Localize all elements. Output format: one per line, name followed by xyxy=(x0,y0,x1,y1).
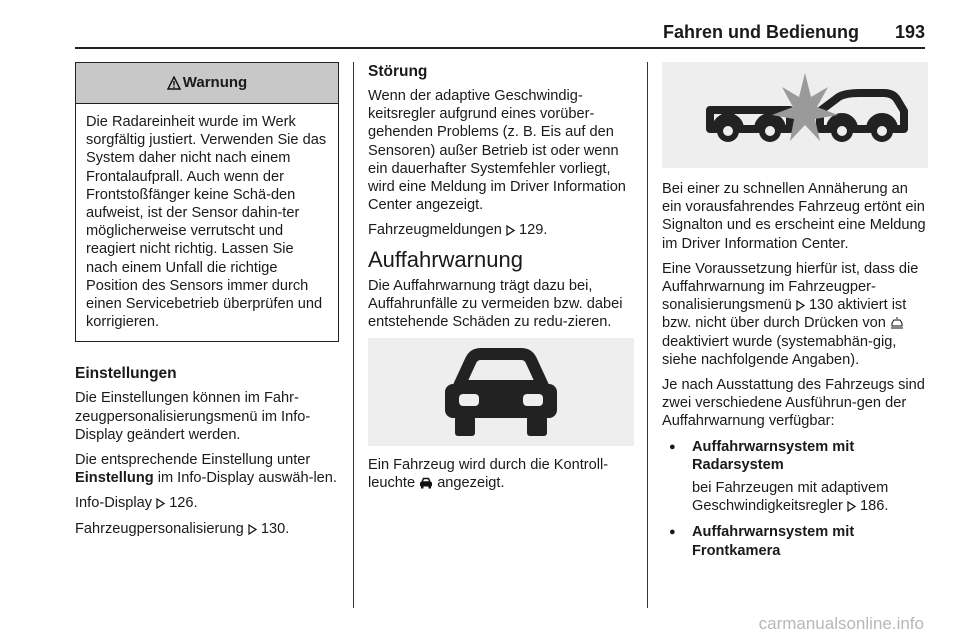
reference-page[interactable]: 186. xyxy=(860,498,889,515)
reference-label: Fahrzeugmeldungen xyxy=(368,222,502,239)
reference-personalisierung[interactable] xyxy=(75,520,339,538)
header-title: Fahren und Bedienung xyxy=(663,22,859,42)
list-item-title: ● Auffahrwarnsystem mit Radarsystem xyxy=(692,438,855,473)
reference-page: 129. xyxy=(519,222,548,239)
col3-p2-post: deaktiviert wurde (systemabhän-gig, siehe nachfolgende Angaben). xyxy=(662,333,897,368)
col3-p2-pre: Eine Voraussetzung hierfür ist, dass die Auffahrwarnung im Fahrzeugper-sonalisierungsmenü xyxy=(662,260,919,314)
reference-page: 130. xyxy=(260,520,290,537)
reference-page: 126. xyxy=(169,495,198,512)
warning-triangle-icon xyxy=(167,76,181,90)
variant-list xyxy=(662,438,928,560)
column-right xyxy=(662,62,928,568)
page-header xyxy=(75,0,925,48)
column-divider xyxy=(647,62,648,608)
watermark: carmanualsonline.info xyxy=(758,614,924,633)
list-item-desc-text: bei Fahrzeugen mit adaptivem Geschwindigkeitsregler xyxy=(692,480,889,515)
car-distance-button-icon xyxy=(890,317,904,329)
heading-auffahrwarnung: Auffahrwarnung xyxy=(368,246,523,272)
reference-label: Info-Display xyxy=(75,495,153,512)
arrow-triangle-icon xyxy=(796,300,805,311)
warning-text: Die Radareinheit wurde im Werk sorgfältig justiert. Verwenden Sie das System daher nicht nach einem Frontalaufprall. Auch wenn der Frontstoßfänger keine Schä-den aufweist, ist der Sensor dahin-ter möglicherweise verrutscht und reagiert nicht richtig. Lassen Sie nach einem Unfall die richtige Position des Sensors immer durch einen Servicebetrieb überprüfen und korrigieren. xyxy=(86,114,327,331)
col3-paragraph-2 xyxy=(662,260,928,369)
column-middle xyxy=(368,62,634,500)
heading-einstellungen: Einstellungen xyxy=(75,365,177,383)
kontrollleuchte-paragraph xyxy=(368,456,634,492)
einstellung-term: Einstellung xyxy=(75,470,154,487)
arrow-triangle-icon xyxy=(506,225,515,236)
heading-stoerung: Störung xyxy=(368,63,428,80)
col3-p2-mid: aktiviert ist bzw. nicht über durch Drücken von xyxy=(662,297,907,332)
list-item-title: ● Auffahrwarnsystem mit Frontkamera xyxy=(692,524,855,559)
stoerung-paragraph: Wenn der adaptive Geschwindig-keitsregler aufgrund eines vorüber-gehenden Problems (z. B. Eis auf den Sensoren) außer Betrieb ist oder wenn ein dauerhafter Systemfehler vorliegt, wird eine Meldung im Driver Information Center angezeigt. xyxy=(368,88,626,214)
collision-illustration xyxy=(662,62,928,168)
header-rule xyxy=(75,47,925,49)
einstellungen-p2-post: im Info-Display auswäh-len. xyxy=(157,470,337,487)
list-item-desc xyxy=(692,479,928,515)
car-front-icon xyxy=(419,477,433,489)
collision-icon xyxy=(670,65,920,165)
col3-p2-page[interactable]: 130 xyxy=(808,297,834,314)
kontroll-p-post: angezeigt. xyxy=(437,475,505,492)
page-number: 193 xyxy=(894,22,925,42)
list-item xyxy=(662,523,928,559)
einstellungen-paragraph-2 xyxy=(75,451,339,487)
list-item xyxy=(662,438,928,516)
reference-info-display[interactable] xyxy=(75,494,339,512)
col3-paragraph-3: Je nach Ausstattung des Fahrzeugs sind zwei verschiedene Ausführun-gen der Auffahrwarnung verfügbar: xyxy=(662,377,925,430)
einstellungen-paragraph-1: Die Einstellungen können im Fahr-zeugpersonalisierungsmenü im Info-Display geändert werden. xyxy=(75,390,311,443)
reference-fahrzeugmeldungen[interactable] xyxy=(368,221,634,239)
car-illustration xyxy=(368,338,634,446)
warning-header xyxy=(76,63,338,104)
arrow-triangle-icon xyxy=(847,501,856,512)
auffahrwarnung-paragraph: Die Auffahrwarnung trägt dazu bei, Auffahrunfälle zu vermeiden bzw. dabei entstehende Schäden zu redu-zieren. xyxy=(368,277,623,331)
warning-title: Warnung xyxy=(182,73,248,91)
warning-box xyxy=(75,62,339,342)
column-left xyxy=(75,62,339,545)
reference-label: Fahrzeugpersonalisierung xyxy=(75,520,244,537)
kontroll-p-pre: Ein Fahrzeug wird durch die Kontroll-leuchte xyxy=(368,457,609,492)
einstellungen-p2-pre: Die entsprechende Einstellung unter xyxy=(75,452,311,469)
arrow-triangle-icon xyxy=(156,498,165,509)
car-front-icon xyxy=(437,346,565,438)
arrow-triangle-icon xyxy=(248,524,257,535)
column-divider xyxy=(353,62,354,608)
col3-paragraph-1: Bei einer zu schnellen Annäherung an ein vorausfahrendes Fahrzeug ertönt ein Signalton und es erscheint eine Meldung im Driver Information Center. xyxy=(662,181,926,252)
